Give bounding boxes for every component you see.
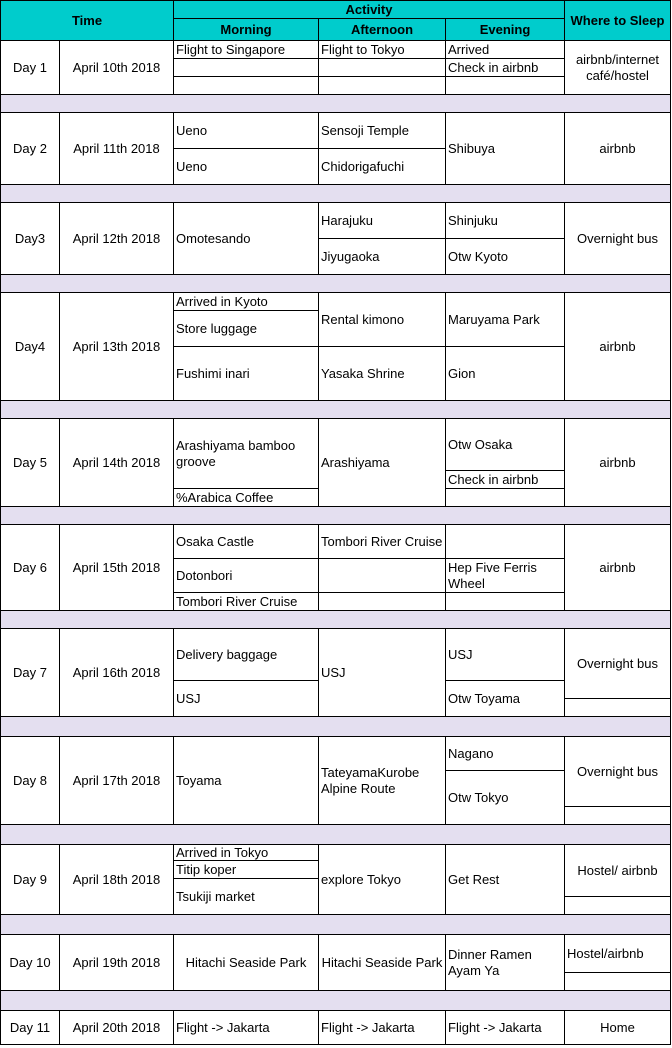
afternoon-cell: Hitachi Seaside Park [319,935,446,991]
morning-cell: Dotonbori [174,559,319,593]
sleep-cell: airbnb/internet café/hostel [565,41,671,95]
sleep-cell [565,897,671,915]
sleep-cell [565,973,671,991]
evening-cell: Otw Tokyo [446,771,565,825]
header-morning: Morning [174,19,319,41]
sleep-cell: Overnight bus [565,737,671,807]
afternoon-cell [319,59,446,77]
afternoon-cell: Harajuku [319,203,446,239]
morning-cell: Delivery baggage [174,629,319,681]
header-time: Time [0,0,174,41]
afternoon-cell: Sensoji Temple [319,113,446,149]
sleep-cell: airbnb [565,525,671,611]
evening-cell: Nagano [446,737,565,771]
afternoon-cell: TateyamaKurobe Alpine Route [319,737,446,825]
afternoon-cell: Flight to Tokyo [319,41,446,59]
evening-cell [446,489,565,507]
separator-row [0,95,671,113]
separator-row [0,825,671,845]
sleep-cell [565,699,671,717]
morning-cell: Ueno [174,149,319,185]
day-cell: Day 8 [0,737,60,825]
evening-cell: Get Rest [446,845,565,915]
morning-cell: Arashiyama bamboo groove [174,419,319,489]
evening-cell: USJ [446,629,565,681]
day-cell: Day 10 [0,935,60,991]
evening-cell: Check in airbnb [446,471,565,489]
morning-cell: Flight -> Jakarta [174,1011,319,1045]
separator-row [0,507,671,525]
morning-cell: Toyama [174,737,319,825]
evening-cell: Otw Kyoto [446,239,565,275]
afternoon-cell: Chidorigafuchi [319,149,446,185]
evening-cell: Otw Osaka [446,419,565,471]
sleep-cell: Home [565,1011,671,1045]
day-cell: Day 9 [0,845,60,915]
afternoon-cell: Flight -> Jakarta [319,1011,446,1045]
evening-cell: Shinjuku [446,203,565,239]
evening-cell: Maruyama Park [446,293,565,347]
sleep-cell: airbnb [565,419,671,507]
evening-cell [446,525,565,559]
afternoon-cell: Tombori River Cruise [319,525,446,559]
afternoon-cell [319,77,446,95]
afternoon-cell: explore Tokyo [319,845,446,915]
day-cell: Day4 [0,293,60,401]
evening-cell: Hep Five Ferris Wheel [446,559,565,593]
evening-cell: Shibuya [446,113,565,185]
afternoon-cell [319,593,446,611]
evening-cell [446,593,565,611]
day-cell: Day3 [0,203,60,275]
morning-cell: Arrived in Tokyo [174,845,319,861]
day-cell: Day 5 [0,419,60,507]
header-evening: Evening [446,19,565,41]
evening-cell: Otw Toyama [446,681,565,717]
evening-cell: Check in airbnb [446,59,565,77]
separator-row [0,717,671,737]
date-cell: April 18th 2018 [60,845,174,915]
date-cell: April 15th 2018 [60,525,174,611]
morning-cell: Titip koper [174,861,319,879]
morning-cell: Tombori River Cruise [174,593,319,611]
date-cell: April 16th 2018 [60,629,174,717]
morning-cell: Arrived in Kyoto [174,293,319,311]
evening-cell [446,77,565,95]
sleep-cell: Hostel/ airbnb [565,845,671,897]
day-cell: Day 1 [0,41,60,95]
date-cell: April 12th 2018 [60,203,174,275]
day-cell: Day 2 [0,113,60,185]
morning-cell [174,77,319,95]
morning-cell: %Arabica Coffee [174,489,319,507]
afternoon-cell [319,559,446,593]
morning-cell [174,59,319,77]
header-afternoon: Afternoon [319,19,446,41]
afternoon-cell: Yasaka Shrine [319,347,446,401]
morning-cell: Tsukiji market [174,879,319,915]
header-where-to-sleep: Where to Sleep [565,0,671,41]
morning-cell: Store luggage [174,311,319,347]
sleep-cell: airbnb [565,113,671,185]
date-cell: April 20th 2018 [60,1011,174,1045]
evening-cell: Arrived [446,41,565,59]
date-cell: April 10th 2018 [60,41,174,95]
separator-row [0,915,671,935]
morning-cell: Omotesando [174,203,319,275]
header-activity: Activity [174,0,565,19]
morning-cell: Osaka Castle [174,525,319,559]
day-cell: Day 7 [0,629,60,717]
sleep-cell: airbnb [565,293,671,401]
date-cell: April 11th 2018 [60,113,174,185]
separator-row [0,275,671,293]
evening-cell: Gion [446,347,565,401]
sleep-cell [565,807,671,825]
separator-row [0,401,671,419]
sleep-cell: Overnight bus [565,629,671,699]
morning-cell: Ueno [174,113,319,149]
date-cell: April 14th 2018 [60,419,174,507]
sleep-cell: Hostel/airbnb [565,935,671,973]
separator-row [0,991,671,1011]
evening-cell: Dinner Ramen Ayam Ya [446,935,565,991]
separator-row [0,611,671,629]
afternoon-cell: Rental kimono [319,293,446,347]
afternoon-cell: Arashiyama [319,419,446,507]
date-cell: April 17th 2018 [60,737,174,825]
morning-cell: Fushimi inari [174,347,319,401]
date-cell: April 13th 2018 [60,293,174,401]
morning-cell: USJ [174,681,319,717]
evening-cell: Flight -> Jakarta [446,1011,565,1045]
day-cell: Day 11 [0,1011,60,1045]
morning-cell: Flight to Singapore [174,41,319,59]
separator-row [0,185,671,203]
date-cell: April 19th 2018 [60,935,174,991]
afternoon-cell: USJ [319,629,446,717]
afternoon-cell: Jiyugaoka [319,239,446,275]
morning-cell: Hitachi Seaside Park [174,935,319,991]
day-cell: Day 6 [0,525,60,611]
sleep-cell: Overnight bus [565,203,671,275]
